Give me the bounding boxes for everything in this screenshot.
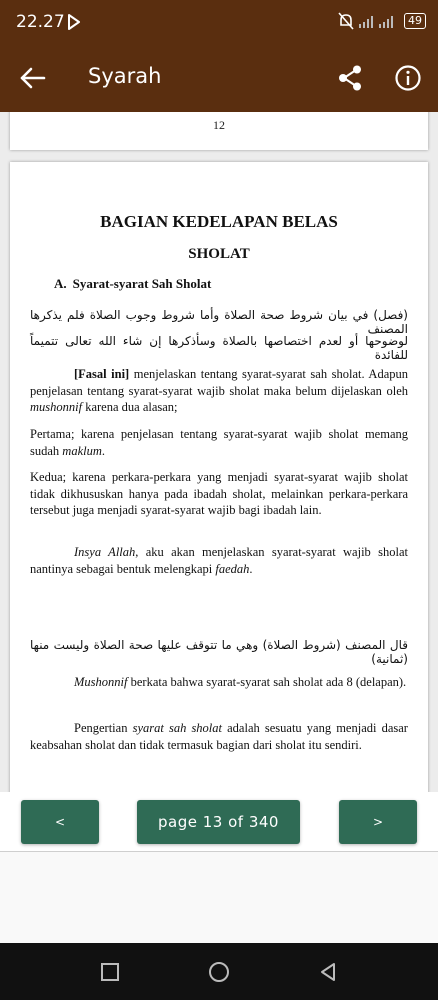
paragraph: Mushonnif berkata bahwa syarat-syarat sah sholat ada 8 (delapan). xyxy=(74,675,407,689)
empty-area xyxy=(0,852,438,943)
screen-title: Syarah xyxy=(88,64,162,88)
previous-page-button[interactable]: < xyxy=(21,800,99,844)
chapter-heading: BAGIAN KEDELAPAN BELAS xyxy=(100,212,338,231)
app-bar xyxy=(0,44,438,112)
paragraph: Insya Allah, aku akan menjelaskan syarat-syarat wajib sholat nantinya sebagai bentuk melengkapi faedah. xyxy=(30,545,408,576)
paragraph: [Fasal ini] menjelaskan tentang syarat-syarat sah sholat. Adapun penjelasan tentang syarat-syarat wajib sholat maka belum dijelaskan oleh mushonnif karena dua alasan; xyxy=(30,367,408,414)
play-store-icon xyxy=(67,14,81,30)
status-bar xyxy=(0,0,438,44)
section-title: Syarat-syarat Sah Sholat xyxy=(72,276,212,291)
section-number: A. xyxy=(54,276,67,291)
share-icon[interactable] xyxy=(336,64,364,92)
chapter-subheading: SHOLAT xyxy=(188,246,250,262)
current-page xyxy=(10,162,428,792)
page-indicator-button[interactable]: page 13 of 340 xyxy=(137,800,300,844)
status-icons xyxy=(338,12,426,30)
paragraph: Pertama; karena penjelasan tentang syarat-syarat wajib sholat memang sudah maklum. xyxy=(30,427,408,458)
book-reader[interactable] xyxy=(0,112,438,792)
recents-icon[interactable] xyxy=(99,961,121,983)
back-triangle-icon[interactable] xyxy=(317,961,339,983)
paragraph-bold: [Fasal ini] xyxy=(74,367,130,381)
system-navigation-bar xyxy=(0,943,438,1000)
paragraph: Kedua; karena perkara-perkara yang menjadi syarat-syarat wajib sholat tidak dikhususkan hanya pada ibadah sholat, melainkan perkara-perkara tersebut juga menjadi syarat-syarat wajib bagi ibadah lain. xyxy=(30,470,408,517)
paragraph: Pengertian syarat sah sholat adalah sesuatu yang menjadi dasar keabsahan sholat dan tidak termasuk bagian dari sholat itu sendiri. xyxy=(30,721,408,752)
signal-icon xyxy=(359,14,399,28)
section-heading xyxy=(54,276,211,292)
page-number: 12 xyxy=(213,118,225,132)
info-icon[interactable] xyxy=(394,64,422,92)
arabic-text-line: (فصل) في بيان شروط صحة الصلاة وأما شروط وجوب الصلاة فلم يذكرها المصنف xyxy=(30,308,408,336)
previous-page xyxy=(10,112,428,150)
back-arrow-icon[interactable] xyxy=(18,64,50,92)
battery-icon: 49 xyxy=(404,13,426,29)
next-page-button[interactable]: > xyxy=(339,800,417,844)
arabic-text-line: قال المصنف (شروط الصلاة) وهي ما تتوقف عليها صحة الصلاة وليست منها (ثمانية) xyxy=(30,638,408,666)
arabic-text-line: لوضوحها أو لعدم اختصاصها بالصلاة وسأذكرها إن شاء الله تعالى تتميماً للفائدة xyxy=(30,334,408,362)
home-icon[interactable] xyxy=(208,961,230,983)
page-navigation-bar xyxy=(0,792,438,852)
mute-icon xyxy=(338,12,354,30)
status-time: 22.27 xyxy=(16,12,65,32)
